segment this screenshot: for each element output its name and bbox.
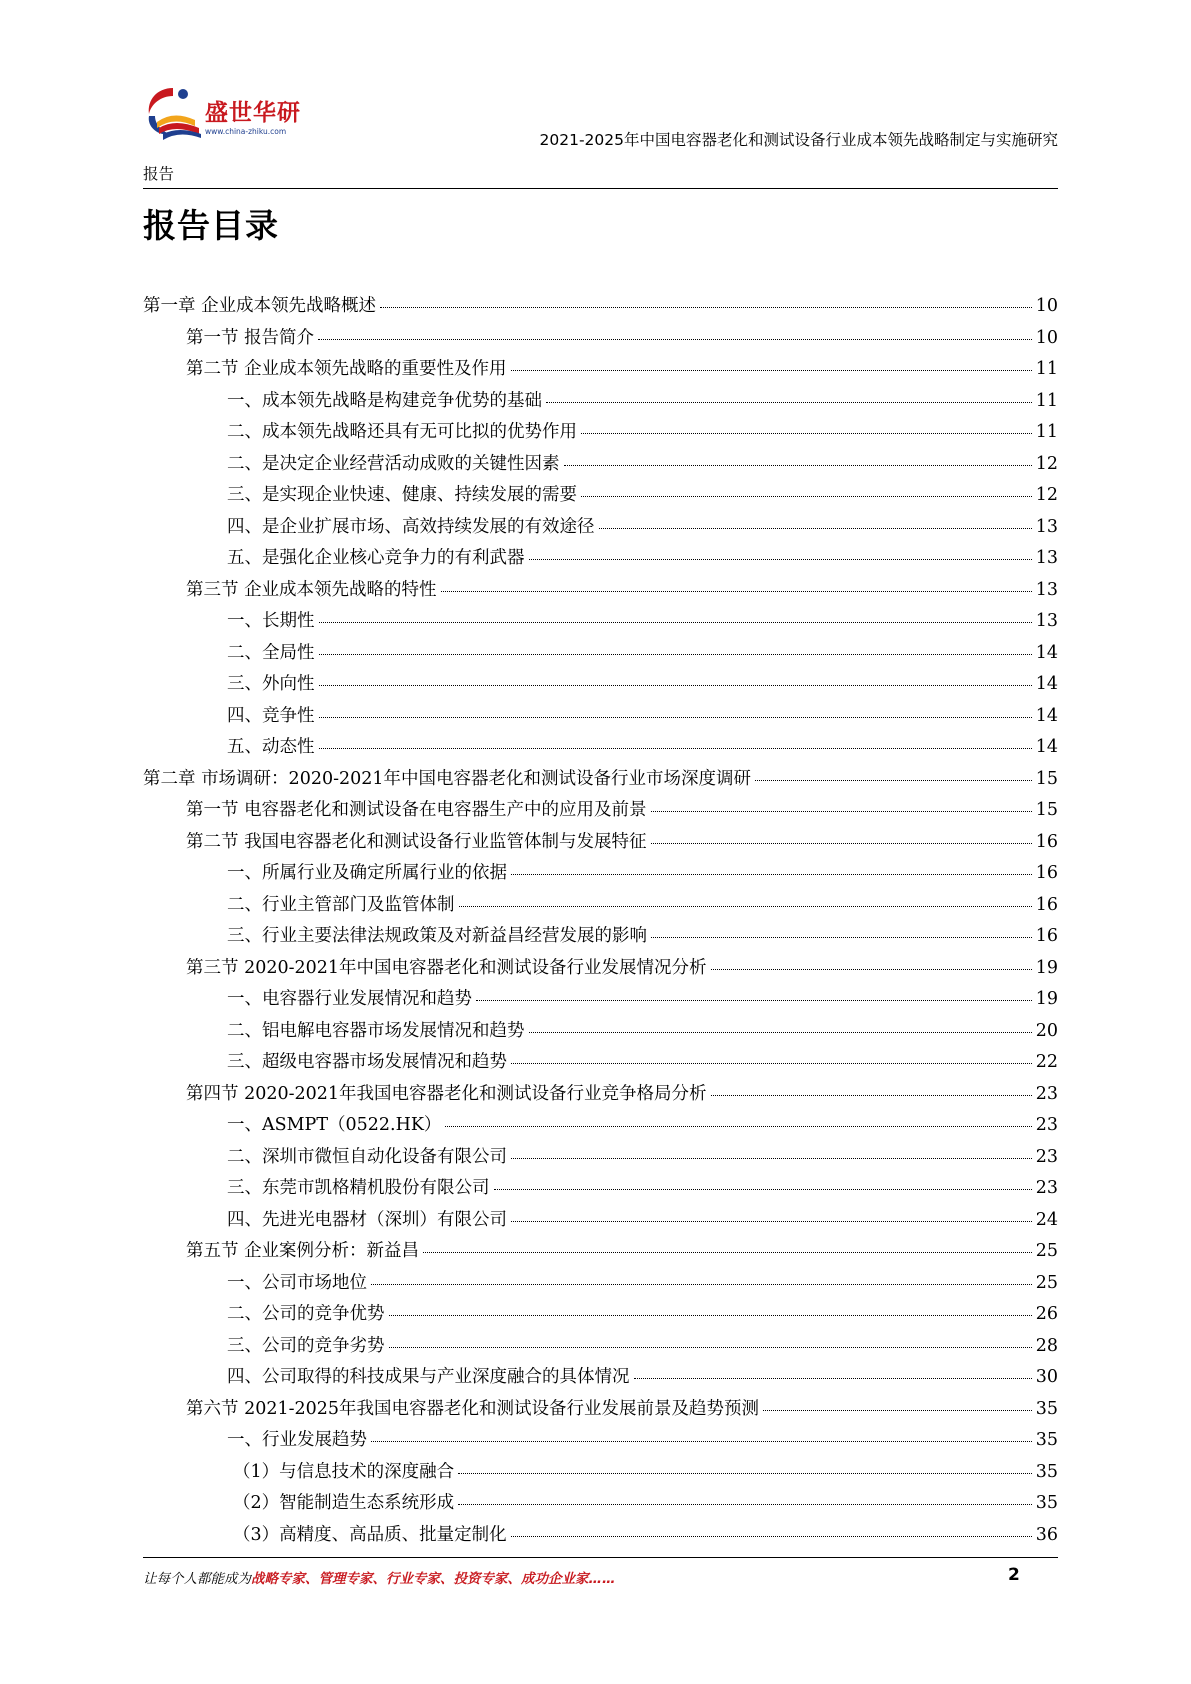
company-logo: [143, 82, 313, 144]
toc-leader-dots: [581, 433, 1032, 434]
toc-leader-dots: [511, 370, 1032, 371]
toc-entry-page: 16: [1035, 926, 1058, 946]
toc-leader-dots: [423, 1252, 1032, 1253]
toc-entry-label: 三、外向性: [227, 674, 315, 694]
toc-entry[interactable]: [143, 702, 1058, 734]
toc-entry-page: 14: [1035, 642, 1058, 663]
toc-entry-page: 25: [1035, 1272, 1058, 1293]
toc-entry-label: 一、电容器行业发展情况和趋势: [227, 989, 472, 1009]
toc-leader-dots: [441, 591, 1032, 592]
report-title: 2021-2025年中国电容器老化和测试设备行业成本领先战略制定与实施研究: [539, 131, 1058, 149]
toc-entry-label: 一、行业发展趋势: [227, 1430, 367, 1450]
toc-entry[interactable]: [143, 1458, 1058, 1490]
toc-entry-label: 第六节 2021-2025年我国电容器老化和测试设备行业发展前景及趋势预测: [186, 1398, 760, 1419]
toc-entry-page: 14: [1035, 737, 1058, 757]
toc-leader-dots: [380, 307, 1032, 308]
toc-leader-dots: [511, 1158, 1032, 1159]
toc-leader-dots: [511, 874, 1032, 875]
toc-leader-dots: [458, 1473, 1032, 1474]
toc-leader-dots: [651, 811, 1032, 812]
toc-entry-page: 23: [1035, 1083, 1058, 1104]
toc-entry-label: 一、所属行业及确定所属行业的依据: [227, 863, 507, 883]
toc-entry-page: 23: [1035, 1178, 1058, 1198]
toc-entry-label: 三、东莞市凯格精机股份有限公司: [227, 1178, 490, 1198]
toc-entry[interactable]: [143, 1048, 1058, 1080]
toc-entry[interactable]: [143, 292, 1058, 324]
toc-entry[interactable]: [143, 891, 1058, 923]
toc-entry[interactable]: [143, 1174, 1058, 1206]
toc-entry-label: （1）与信息技术的深度融合: [233, 1461, 455, 1482]
toc-leader-dots: [458, 1504, 1032, 1505]
toc-entry-label: 第二节 企业成本领先战略的重要性及作用: [186, 359, 507, 379]
toc-entry[interactable]: [143, 859, 1058, 891]
toc-entry-page: 15: [1035, 800, 1058, 820]
toc-entry-page: 30: [1035, 1367, 1058, 1387]
toc-leader-dots: [529, 559, 1032, 560]
toc-entry-label: 一、ASMPT（0522.HK）: [227, 1115, 442, 1135]
toc-entry[interactable]: [143, 670, 1058, 702]
toc-entry-page: 35: [1035, 1398, 1058, 1419]
toc-entry-page: 22: [1035, 1052, 1058, 1072]
toc-entry-label: 二、行业主管部门及监管体制: [227, 894, 455, 915]
slogan-suffix: ……: [588, 1571, 616, 1587]
toc-entry-page: 10: [1035, 327, 1058, 348]
slogan-prefix: 让每个人都能成为: [143, 1571, 251, 1587]
toc-entry[interactable]: [143, 387, 1058, 419]
toc-entry[interactable]: [143, 1237, 1058, 1269]
page-header: [143, 82, 1058, 190]
toc-leader-dots: [599, 528, 1032, 529]
toc-leader-dots: [634, 1378, 1032, 1379]
slogan-highlight: 战略专家、管理专家、行业专家、投资专家、成功企业家: [251, 1571, 589, 1587]
footer-divider: [143, 1557, 1058, 1558]
toc-leader-dots: [651, 937, 1032, 938]
toc-entry-page: 13: [1035, 516, 1058, 537]
toc-entry-label: 第二节 我国电容器老化和测试设备行业监管体制与发展特征: [186, 831, 647, 852]
toc-leader-dots: [319, 717, 1032, 718]
toc-leader-dots: [319, 622, 1032, 623]
toc-entry-label: 一、长期性: [227, 611, 315, 631]
toc-entry-label: 二、成本领先战略还具有无可比拟的优势作用: [227, 422, 577, 442]
toc-entry-page: 23: [1035, 1115, 1058, 1135]
toc-entry[interactable]: [143, 1300, 1058, 1332]
toc-entry-label: 第一章 企业成本领先战略概述: [143, 296, 377, 316]
toc-entry-label: 第三节 2020-2021年中国电容器老化和测试设备行业发展情况分析: [186, 957, 707, 978]
toc-entry-label: 五、动态性: [227, 737, 315, 757]
toc-entry[interactable]: [143, 1489, 1058, 1521]
toc-entry[interactable]: [143, 481, 1058, 513]
toc-entry[interactable]: [143, 576, 1058, 608]
toc-entry[interactable]: [143, 639, 1058, 671]
toc-leader-dots: [711, 969, 1032, 970]
toc-entry[interactable]: [143, 607, 1058, 639]
toc-leader-dots: [319, 748, 1032, 749]
toc-leader-dots: [389, 1347, 1032, 1348]
logo-url: www.china-zhiku.com: [205, 127, 287, 136]
toc-entry-page: 16: [1035, 894, 1058, 915]
toc-entry-label: 第一节 电容器老化和测试设备在电容器生产中的应用及前景: [186, 800, 647, 820]
toc-leader-dots: [319, 654, 1032, 655]
toc-entry-label: 第一节 报告简介: [186, 327, 315, 348]
toc-entry-label: 四、竞争性: [227, 705, 315, 726]
toc-entry-page: 10: [1035, 296, 1058, 316]
toc-leader-dots: [445, 1126, 1031, 1127]
toc-entry[interactable]: [143, 1111, 1058, 1143]
toc-entry-label: （3）高精度、高品质、批量定制化: [233, 1524, 507, 1545]
toc-entry[interactable]: [143, 1332, 1058, 1364]
toc-entry-page: 35: [1035, 1493, 1058, 1513]
toc-entry-page: 11: [1035, 422, 1058, 442]
footer-slogan: [143, 1567, 616, 1587]
toc-entry[interactable]: [143, 733, 1058, 765]
toc-entry[interactable]: [143, 1206, 1058, 1238]
toc-entry-label: （2）智能制造生态系统形成: [233, 1493, 455, 1513]
toc-entry-label: 五、是强化企业核心竞争力的有利武器: [227, 548, 525, 568]
toc-entry-page: 35: [1035, 1430, 1058, 1450]
toc-leader-dots: [581, 496, 1032, 497]
toc-entry[interactable]: [143, 418, 1058, 450]
toc-entry-label: 第五节 企业案例分析：新益昌: [186, 1241, 420, 1261]
toc-leader-dots: [546, 402, 1032, 403]
toc-leader-dots: [511, 1063, 1032, 1064]
toc-entry[interactable]: [143, 765, 1058, 797]
logo-name: 盛世华研: [205, 100, 301, 126]
toc-entry[interactable]: [143, 1363, 1058, 1395]
toc-entry[interactable]: [143, 450, 1058, 482]
toc-entry-page: 26: [1035, 1304, 1058, 1324]
toc-entry-page: 20: [1035, 1020, 1058, 1041]
toc-entry-page: 14: [1035, 705, 1058, 726]
toc-entry-page: 36: [1035, 1524, 1058, 1545]
toc-entry-label: 三、超级电容器市场发展情况和趋势: [227, 1052, 507, 1072]
toc-entry-label: 三、公司的竞争劣势: [227, 1335, 385, 1356]
toc-entry[interactable]: [143, 544, 1058, 576]
toc-entry[interactable]: [143, 922, 1058, 954]
toc-entry-label: 第二章 市场调研：2020-2021年中国电容器老化和测试设备行业市场深度调研: [143, 768, 752, 789]
toc-entry[interactable]: [143, 1521, 1058, 1553]
toc-entry[interactable]: [143, 1143, 1058, 1175]
toc-entry[interactable]: [143, 1080, 1058, 1112]
toc-entry[interactable]: [143, 1269, 1058, 1301]
toc-entry-page: 19: [1035, 957, 1058, 978]
toc-entry[interactable]: [143, 954, 1058, 986]
toc-entry-label: 第三节 企业成本领先战略的特性: [186, 579, 437, 600]
toc-leader-dots: [389, 1315, 1032, 1316]
toc-leader-dots: [371, 1284, 1032, 1285]
toc-leader-dots: [459, 906, 1032, 907]
toc-leader-dots: [763, 1410, 1032, 1411]
toc-leader-dots: [494, 1189, 1032, 1190]
toc-entry-page: 16: [1035, 831, 1058, 852]
toc-entry-page: 11: [1035, 390, 1058, 411]
toc-entry-page: 25: [1035, 1241, 1058, 1261]
report-type: 报告: [143, 165, 175, 183]
toc-leader-dots: [651, 843, 1032, 844]
toc-entry[interactable]: [143, 513, 1058, 545]
toc-entry[interactable]: [143, 1017, 1058, 1049]
toc-entry[interactable]: [143, 828, 1058, 860]
toc-leader-dots: [755, 780, 1032, 781]
toc-leader-dots: [371, 1441, 1032, 1442]
toc-entry[interactable]: [143, 355, 1058, 387]
toc-entry-label: 三、是实现企业快速、健康、持续发展的需要: [227, 485, 577, 505]
toc-entry-page: 13: [1035, 548, 1058, 568]
toc-entry-label: 一、公司市场地位: [227, 1272, 367, 1293]
toc-entry-label: 一、成本领先战略是构建竞争优势的基础: [227, 390, 542, 411]
toc-leader-dots: [319, 685, 1032, 686]
toc-entry-label: 四、是企业扩展市场、高效持续发展的有效途径: [227, 516, 595, 537]
toc-entry-page: 23: [1035, 1146, 1058, 1167]
toc-entry-page: 13: [1035, 611, 1058, 631]
toc-leader-dots: [564, 465, 1032, 466]
toc-leader-dots: [711, 1095, 1032, 1096]
toc-leader-dots: [529, 1032, 1032, 1033]
toc-entry-label: 四、公司取得的科技成果与产业深度融合的具体情况: [227, 1367, 630, 1387]
toc-entry-label: 二、是决定企业经营活动成败的关键性因素: [227, 453, 560, 474]
toc-entry-label: 二、铝电解电容器市场发展情况和趋势: [227, 1020, 525, 1041]
toc-entry[interactable]: [143, 796, 1058, 828]
page-number: 2: [1008, 1565, 1020, 1585]
toc-entry[interactable]: [143, 985, 1058, 1017]
toc-leader-dots: [318, 339, 1032, 340]
toc-entry-page: 15: [1035, 768, 1058, 789]
toc-entry-page: 13: [1035, 579, 1058, 600]
logo-emblem-icon: [143, 82, 207, 144]
toc-entry-page: 11: [1035, 359, 1058, 379]
toc-entry-label: 二、全局性: [227, 642, 315, 663]
toc-entry[interactable]: [143, 1426, 1058, 1458]
toc-entry-label: 四、先进光电器材（深圳）有限公司: [227, 1209, 507, 1230]
header-divider: [143, 188, 1058, 189]
toc-leader-dots: [511, 1536, 1032, 1537]
toc-entry[interactable]: [143, 324, 1058, 356]
toc-entry-label: 二、公司的竞争优势: [227, 1304, 385, 1324]
table-of-contents: [143, 292, 1058, 1552]
toc-entry-page: 16: [1035, 863, 1058, 883]
toc-leader-dots: [476, 1000, 1032, 1001]
toc-entry-page: 12: [1035, 453, 1058, 474]
toc-entry-page: 24: [1035, 1209, 1058, 1230]
toc-entry[interactable]: [143, 1395, 1058, 1427]
toc-entry-page: 35: [1035, 1461, 1058, 1482]
toc-leader-dots: [511, 1221, 1032, 1222]
toc-entry-page: 12: [1035, 485, 1058, 505]
page-title: 报告目录: [143, 206, 279, 245]
toc-entry-label: 第四节 2020-2021年我国电容器老化和测试设备行业竞争格局分析: [186, 1083, 707, 1104]
toc-entry-label: 二、深圳市微恒自动化设备有限公司: [227, 1146, 507, 1167]
toc-entry-page: 19: [1035, 989, 1058, 1009]
toc-entry-page: 28: [1035, 1335, 1058, 1356]
toc-entry-page: 14: [1035, 674, 1058, 694]
toc-entry-label: 三、行业主要法律法规政策及对新益昌经营发展的影响: [227, 926, 647, 946]
